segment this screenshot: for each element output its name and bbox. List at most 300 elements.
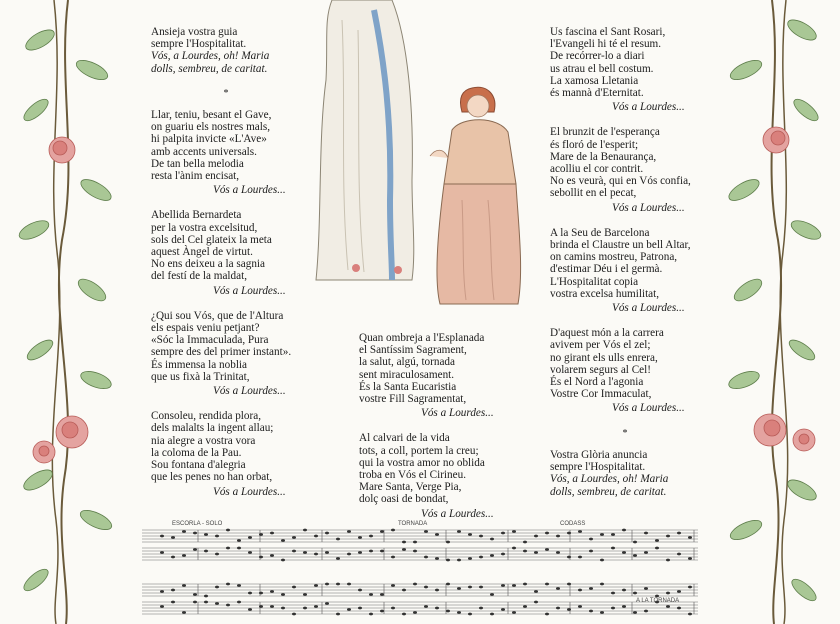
note-head (644, 532, 648, 535)
note-head (501, 532, 505, 535)
sheet-music (138, 518, 702, 624)
note-head (688, 586, 692, 589)
note-head (424, 556, 428, 559)
note-head (490, 613, 494, 616)
note-head (622, 589, 626, 592)
virgin-mary-figure (316, 0, 414, 280)
verse-line: la coloma de la Pau. (151, 446, 242, 459)
note-head (347, 530, 351, 533)
note-head (160, 535, 164, 538)
stanza (151, 310, 321, 397)
note-head (413, 541, 417, 544)
verse-line: brinda el Claustre un bell Altar, (550, 239, 691, 252)
note-head (270, 554, 274, 557)
score-label-tornada: TORNADA (398, 521, 428, 527)
note-head (633, 541, 637, 544)
note-head (600, 533, 604, 536)
verse-line: sent miraculosament. (359, 368, 455, 381)
note-head (303, 593, 307, 596)
note-head (325, 583, 329, 586)
note-head (688, 536, 692, 539)
note-head (644, 551, 648, 554)
verse-line: Vostre Cor Immaculat, (550, 388, 652, 401)
verse-line-italic: Vós, a Lourdes, oh! Maria (151, 50, 270, 63)
note-head (259, 533, 263, 536)
note-head (215, 586, 219, 589)
note-head (380, 550, 384, 553)
note-head (380, 593, 384, 596)
note-head (358, 607, 362, 610)
note-head (589, 550, 593, 553)
note-head (523, 541, 527, 544)
note-head (600, 611, 604, 614)
verse-line: acolliu el cor contrit. (550, 163, 644, 176)
verse-line: que les penes no han orbat, (151, 471, 273, 484)
note-head (303, 551, 307, 554)
note-head (490, 593, 494, 596)
verse-line: sebollit en el pecat, (550, 187, 637, 200)
note-head (259, 592, 263, 595)
note-head (413, 550, 417, 553)
verse-line: la salut, algú, tornada (359, 356, 455, 369)
note-head (402, 589, 406, 592)
note-head (435, 533, 439, 536)
note-head (413, 583, 417, 586)
verse-line: Mare Santa, Verge Pia, (359, 481, 462, 494)
note-head (182, 611, 186, 614)
note-head (270, 532, 274, 535)
note-head (369, 550, 373, 553)
note-head (171, 601, 175, 604)
note-head (248, 551, 252, 554)
note-head (237, 584, 241, 587)
note-head (479, 556, 483, 559)
verse-line: nia alegre a vostra vora (151, 434, 256, 447)
verse-line: és mannà d'Eternitat. (550, 87, 644, 100)
note-head (512, 584, 516, 587)
note-head (633, 592, 637, 595)
bernadette-figure (430, 87, 521, 304)
note-head (545, 532, 549, 535)
verse-line: sempre l'Hospitalitat. (151, 38, 247, 51)
note-head (611, 592, 615, 595)
stanza (550, 449, 720, 498)
note-head (336, 583, 340, 586)
note-head (567, 608, 571, 611)
note-head (457, 559, 461, 562)
note-head (523, 605, 527, 608)
verse-line: el Santíssim Sagrament, (359, 344, 467, 357)
note-head (193, 548, 197, 551)
note-head (446, 541, 450, 544)
note-head (424, 586, 428, 589)
refrain: Vós a Lourdes... (612, 101, 685, 114)
verse-line: hi palpita invicte «L'Ave» (151, 133, 267, 146)
note-head (204, 601, 208, 604)
note-head (655, 595, 659, 598)
stanza (151, 410, 321, 497)
note-head (226, 583, 230, 586)
note-head (611, 533, 615, 536)
note-head (237, 601, 241, 604)
note-head (358, 551, 362, 554)
note-head (424, 530, 428, 533)
note-head (193, 601, 197, 604)
note-head (314, 535, 318, 538)
note-head (600, 583, 604, 586)
note-head (622, 529, 626, 532)
note-head (589, 538, 593, 541)
note-head (457, 530, 461, 533)
stanza (550, 126, 720, 213)
verse-line: on camins mostreu, Patrona, (550, 251, 678, 264)
verse-line: no girant els ulls enrera, (550, 351, 658, 364)
note-head (347, 583, 351, 586)
poem-column-middle (359, 332, 529, 533)
note-head (567, 556, 571, 559)
note-head (501, 608, 505, 611)
score-label-intro: ESCORLA - SOLO (172, 521, 223, 527)
note-head (600, 559, 604, 562)
note-head (391, 556, 395, 559)
verse-line: sols del Cel glateix la meta (151, 233, 272, 246)
note-head (446, 583, 450, 586)
verse-line: avivem per Vós el zel; (550, 339, 651, 352)
verse-line: qui la vostra amor no oblida (359, 456, 485, 469)
verse-line: És el Nord a l'agonia (550, 376, 644, 389)
verse-line: Sou fontana d'alegria (151, 459, 246, 472)
note-head (281, 607, 285, 610)
note-head (391, 529, 395, 532)
verse-line: El brunzit de l'esperança (550, 126, 660, 139)
note-head (556, 607, 560, 610)
note-head (171, 536, 175, 539)
note-head (479, 535, 483, 538)
verse-line: amb accents universals. (151, 145, 257, 158)
verse-line-italic: dolls, sembreu, de caritat. (151, 62, 268, 75)
note-head (204, 595, 208, 598)
verse-line: A la Seu de Barcelona (550, 226, 650, 239)
verse-line: sempre l'Hospitalitat. (550, 461, 646, 474)
score-label-a-la-tornada: A LA TORNADA (636, 598, 680, 604)
note-head (160, 590, 164, 593)
note-head (215, 602, 219, 605)
note-head (622, 551, 626, 554)
note-head (325, 602, 329, 605)
verse-line: volarem segurs al Cel! (550, 363, 651, 376)
verse-line: Vostra Glòria anuncia (550, 448, 648, 461)
poem-column-left (151, 26, 321, 511)
note-head (490, 554, 494, 557)
verse-line-italic: Vós, a Lourdes, oh! Maria (550, 473, 669, 486)
note-head (666, 592, 670, 595)
note-head (292, 586, 296, 589)
note-head (182, 530, 186, 533)
note-head (677, 607, 681, 610)
note-head (380, 610, 384, 613)
note-head (292, 550, 296, 553)
note-head (677, 532, 681, 535)
verse-line: resta l'ànim encisat, (151, 170, 240, 183)
stanza (151, 209, 321, 296)
refrain: Vós a Lourdes... (213, 284, 286, 297)
note-head (314, 584, 318, 587)
note-head (589, 610, 593, 613)
note-head (446, 610, 450, 613)
verse-line: De recórrer-lo a diari (550, 50, 645, 63)
verse-line: Us fascina el Sant Rosari, (550, 26, 666, 38)
score-label-codass: CODASS (560, 521, 586, 527)
note-head (369, 613, 373, 616)
note-head (281, 539, 285, 542)
right-rose-border (710, 0, 840, 624)
note-head (655, 539, 659, 542)
verse-line: que us fixà la Trinitat, (151, 370, 250, 383)
note-head (611, 607, 615, 610)
refrain: Vós a Lourdes... (421, 407, 494, 420)
verse-line: Mare de la Benaurança, (550, 150, 657, 163)
note-head (523, 550, 527, 553)
note-head (369, 535, 373, 538)
note-head (666, 559, 670, 562)
note-head (435, 607, 439, 610)
note-head (501, 553, 505, 556)
verse-line: aquest Àngel de virtut. (151, 246, 253, 259)
note-head (622, 605, 626, 608)
asterisk-separator: * (622, 427, 628, 439)
verse-line: l'Evangeli hi té el resum. (550, 38, 662, 51)
note-head (534, 551, 538, 554)
note-head (336, 538, 340, 541)
stanza (359, 332, 529, 419)
note-head (578, 556, 582, 559)
verse-line: És la Santa Eucaristia (359, 380, 457, 393)
note-head (545, 613, 549, 616)
verse-line: Quan ombreja a l'Esplanada (359, 332, 485, 344)
verse-line: vostra excelsa humilitat, (550, 287, 660, 300)
note-head (259, 556, 263, 559)
note-head (358, 536, 362, 539)
note-head (468, 613, 472, 616)
note-head (204, 550, 208, 553)
refrain: Vós a Lourdes... (213, 385, 286, 398)
note-head (578, 589, 582, 592)
verse-line: on guariu els nostres mals, (151, 121, 271, 134)
note-head (688, 613, 692, 616)
note-head (226, 604, 230, 607)
note-head (490, 538, 494, 541)
note-head (402, 541, 406, 544)
note-head (325, 532, 329, 535)
note-head (226, 547, 230, 550)
verse-line-italic: dolls, sembreu, de caritat. (550, 485, 667, 498)
asterisk-separator: * (223, 87, 229, 99)
note-head (336, 613, 340, 616)
verse-line: ¿Qui sou Vós, que de l'Altura (151, 309, 284, 322)
verse-line: sempre des del primer instant». (151, 346, 292, 359)
note-head (391, 584, 395, 587)
note-head (303, 529, 307, 532)
note-head (237, 539, 241, 542)
note-head (534, 590, 538, 593)
refrain: Vós a Lourdes... (213, 184, 286, 197)
note-head (468, 533, 472, 536)
verse-line: dolç oasi de bondat, (359, 493, 449, 506)
note-head (325, 551, 329, 554)
note-head (567, 583, 571, 586)
verse-line: dels malalts la ingent allau; (151, 422, 274, 435)
note-head (534, 535, 538, 538)
note-head (336, 557, 340, 560)
verse-line: d'estimar Déu i el germà. (550, 263, 663, 276)
poem-column-right (550, 26, 720, 511)
note-head (413, 611, 417, 614)
note-head (644, 587, 648, 590)
note-head (402, 548, 406, 551)
note-head (424, 605, 428, 608)
note-head (633, 611, 637, 614)
stanza (550, 227, 720, 314)
stanza (151, 109, 321, 196)
stanza (359, 432, 529, 519)
stanza (550, 26, 720, 113)
note-head (556, 551, 560, 554)
verse-line: No es veurà, qui en Vós confia, (550, 175, 691, 188)
verse-line: els espais veniu petjant? (151, 322, 260, 335)
refrain: Vós a Lourdes... (612, 402, 685, 415)
note-head (589, 587, 593, 590)
note-head (347, 608, 351, 611)
note-head (391, 607, 395, 610)
note-head (160, 551, 164, 554)
stanza (151, 26, 321, 75)
verse-line: L'Hospitalitat copia (550, 275, 639, 288)
note-head (193, 593, 197, 596)
note-head (270, 590, 274, 593)
note-head (666, 535, 670, 538)
note-head (556, 535, 560, 538)
note-head (666, 605, 670, 608)
note-head (215, 535, 219, 538)
verse-line: Consoleu, rendida plora, (151, 410, 261, 423)
note-head (435, 589, 439, 592)
verse-line: «Sóc la Immaculada, Pura (151, 334, 269, 347)
note-head (215, 553, 219, 556)
note-head (468, 586, 472, 589)
note-head (468, 557, 472, 560)
note-head (171, 556, 175, 559)
note-head (160, 605, 164, 608)
note-head (281, 559, 285, 562)
note-head (314, 553, 318, 556)
note-head (292, 536, 296, 539)
note-head (281, 593, 285, 596)
verse-line: vostre Fill Sagramentat, (359, 393, 467, 406)
verse-line: Al calvari de la vida (359, 432, 450, 445)
note-head (688, 557, 692, 560)
note-head (314, 605, 318, 608)
verse-line: D'aquest món a la carrera (550, 327, 664, 340)
note-head (347, 553, 351, 556)
verse-line: Llar, teniu, besant el Gave, (151, 109, 272, 122)
verse-line: No ens deixeu a la sagnia (151, 258, 266, 271)
note-head (578, 530, 582, 533)
note-head (611, 547, 615, 550)
note-head (523, 583, 527, 586)
note-head (182, 584, 186, 587)
verse-line: és floró de l'esperit; (550, 138, 639, 151)
refrain: Vós a Lourdes... (612, 201, 685, 214)
note-head (226, 529, 230, 532)
refrain: Vós a Lourdes... (213, 485, 286, 498)
note-head (534, 601, 538, 604)
note-head (567, 532, 571, 535)
note-head (292, 613, 296, 616)
verse-line: us atrau el bell costum. (550, 62, 654, 75)
note-head (303, 607, 307, 610)
note-head (545, 583, 549, 586)
refrain: Vós a Lourdes... (612, 302, 685, 315)
note-head (204, 533, 208, 536)
note-head (512, 530, 516, 533)
note-head (435, 557, 439, 560)
note-head (556, 587, 560, 590)
note-head (237, 547, 241, 550)
note-head (501, 584, 505, 587)
note-head (677, 553, 681, 556)
note-head (248, 608, 252, 611)
note-head (479, 586, 483, 589)
note-head (259, 605, 263, 608)
note-head (182, 554, 186, 557)
verse-line: tots, a coll, portem la creu; (359, 444, 479, 457)
note-head (677, 590, 681, 593)
verse-line: Abellida Bernardeta (151, 209, 242, 222)
verse-line: És immensa la noblia (151, 358, 248, 371)
note-head (193, 532, 197, 535)
note-head (457, 587, 461, 590)
note-head (446, 559, 450, 562)
verse-line: troba en Vós el Cirineu. (359, 469, 466, 482)
note-head (270, 605, 274, 608)
note-head (655, 547, 659, 550)
refrain: Vós a Lourdes... (421, 507, 494, 520)
note-head (512, 547, 516, 550)
note-head (545, 548, 549, 551)
verse-line: Ansieja vostra guia (151, 26, 238, 38)
note-head (248, 592, 252, 595)
verse-line: La xamosa Lletania (550, 74, 639, 87)
virgin-and-bernadette-illustration (312, 0, 542, 322)
verse-line: del festí de la maldat, (151, 270, 247, 283)
note-head (644, 610, 648, 613)
note-head (479, 607, 483, 610)
note-head (633, 554, 637, 557)
stanza (550, 327, 720, 414)
note-head (358, 589, 362, 592)
verse-line: per la vostra excelsitud, (151, 221, 258, 234)
note-head (369, 593, 373, 596)
note-head (457, 611, 461, 614)
note-head (512, 611, 516, 614)
note-head (171, 589, 175, 592)
verse-line: De tan bella melodia (151, 157, 244, 170)
note-head (402, 613, 406, 616)
note-head (248, 536, 252, 539)
note-head (380, 530, 384, 533)
left-rose-border (0, 0, 130, 624)
note-head (578, 605, 582, 608)
